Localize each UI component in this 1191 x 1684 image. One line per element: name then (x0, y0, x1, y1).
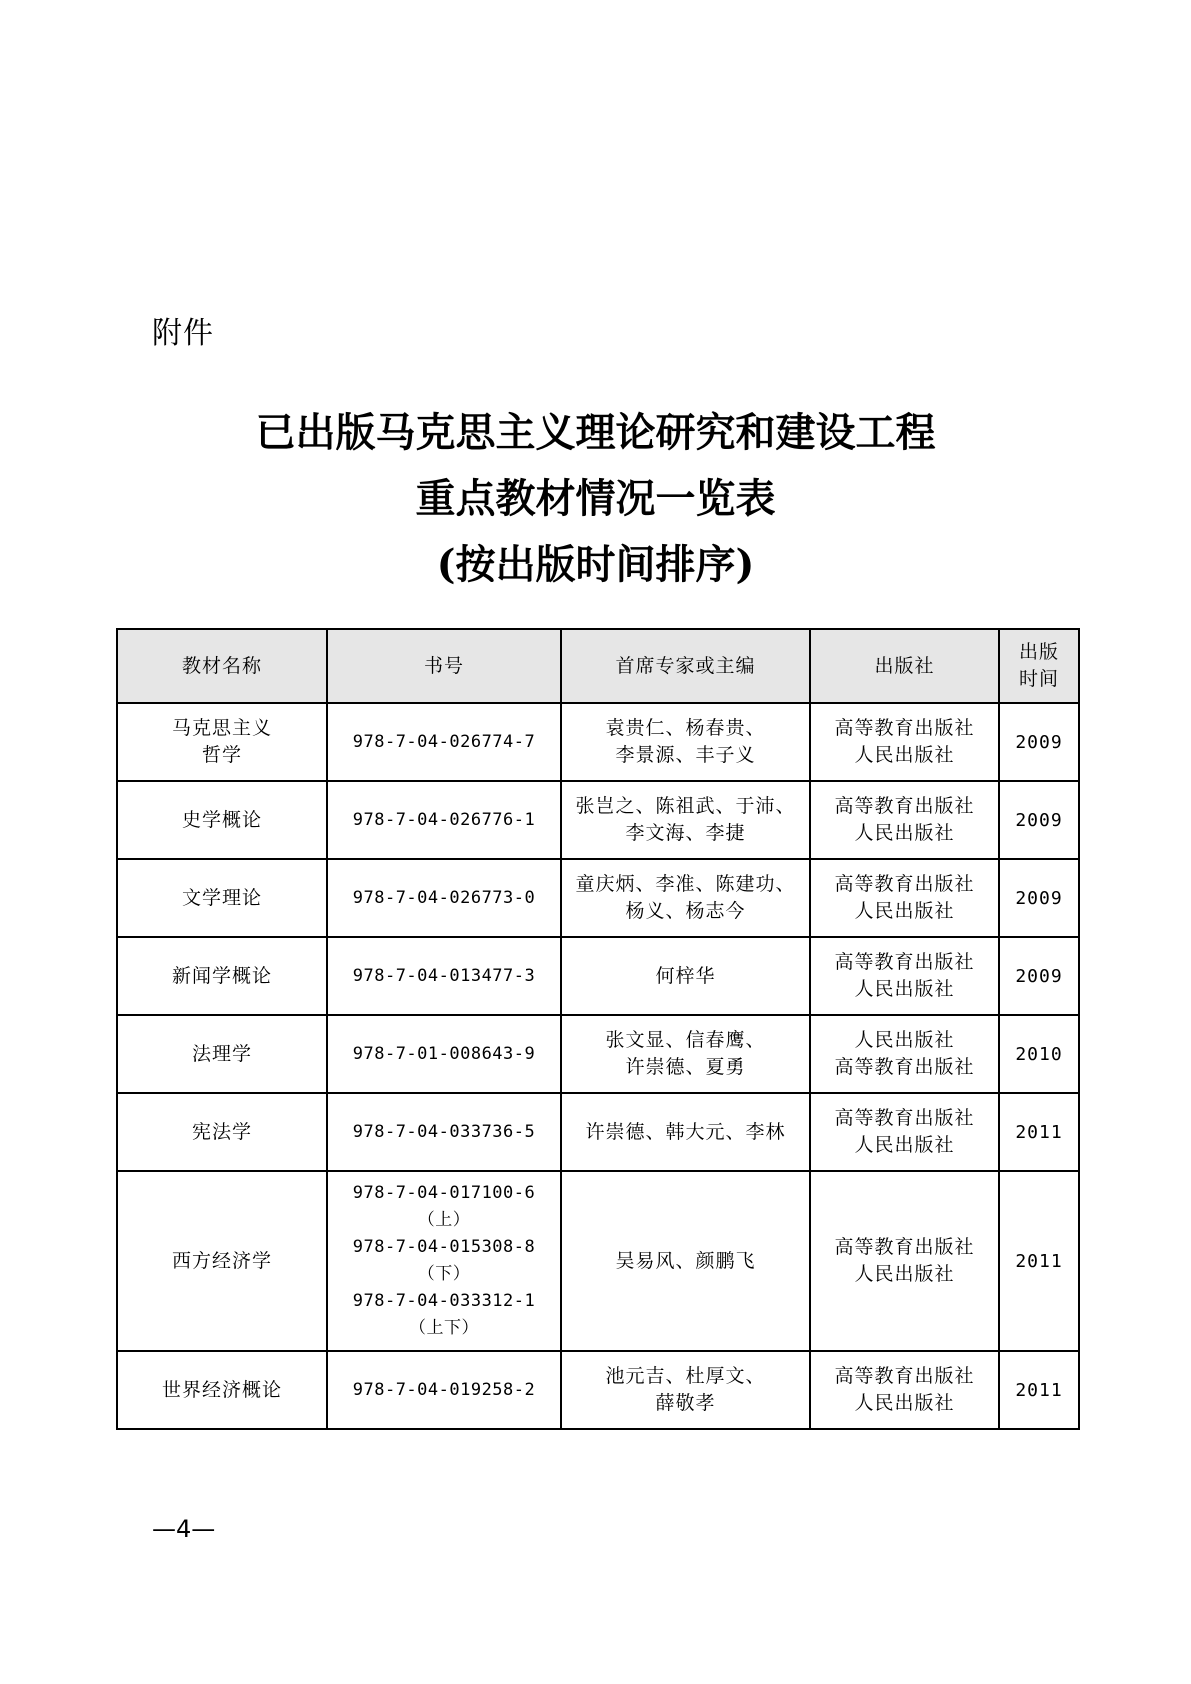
table-row (117, 1351, 1079, 1429)
cell-publisher-line: 高等教育出版社 (834, 717, 975, 739)
cell-isbn-line: （下） (417, 1264, 471, 1284)
cell-publisher (810, 937, 999, 1015)
title-line-2: 重点教材情况一览表 (415, 475, 776, 522)
cell-editors-line: 张文显、信春鹰、 (605, 1029, 766, 1051)
cell-publisher (810, 1171, 999, 1351)
cell-editors-line: 何梓华 (655, 964, 716, 987)
cell-isbn (327, 1171, 561, 1351)
cell-isbn-line: 978-7-04-033736-5 (352, 1121, 536, 1142)
cell-isbn-line: 978-7-04-033312-1 (352, 1291, 536, 1311)
cell-year: 2009 (999, 781, 1079, 859)
attachment-label: 附件 (152, 316, 214, 351)
cell-publisher (810, 859, 999, 937)
cell-name-line: 哲学 (201, 744, 242, 766)
cell-name-line: 宪法学 (191, 1120, 252, 1143)
page-number: —4— (152, 1515, 216, 1543)
cell-isbn-line: 978-7-04-019258-2 (352, 1379, 536, 1400)
cell-isbn-line: （上） (417, 1210, 471, 1230)
cell-editors-line: 李文海、李捷 (625, 822, 746, 844)
cell-publisher-line: 高等教育出版社 (834, 873, 975, 895)
cell-editors-line: 杨义、杨志今 (625, 900, 746, 922)
cell-name (117, 1351, 327, 1429)
table-body (117, 703, 1079, 1429)
cell-editors (561, 859, 810, 937)
textbook-table (116, 628, 1080, 1430)
cell-isbn-line: 978-7-04-026773-0 (352, 887, 536, 908)
cell-editors (561, 1093, 810, 1171)
table-row (117, 1171, 1079, 1351)
cell-editors (561, 937, 810, 1015)
cell-isbn-line: 978-7-04-013477-3 (352, 965, 536, 986)
cell-editors-line: 李景源、丰子义 (615, 744, 756, 766)
cell-publisher-line: 人民出版社 (854, 744, 955, 766)
cell-publisher-line: 高等教育出版社 (834, 1056, 975, 1078)
cell-isbn (327, 1093, 561, 1171)
cell-isbn-line: 978-7-04-026776-1 (352, 809, 536, 830)
cell-publisher (810, 1351, 999, 1429)
cell-name-line: 法理学 (191, 1042, 252, 1065)
cell-publisher (810, 781, 999, 859)
cell-editors-line: 许崇德、韩大元、李林 (585, 1120, 786, 1143)
cell-editors (561, 1171, 810, 1351)
cell-isbn-line: 978-7-01-008643-9 (352, 1043, 536, 1064)
cell-publisher-line: 高等教育出版社 (834, 795, 975, 817)
cell-year: 2011 (999, 1171, 1079, 1351)
cell-isbn (327, 859, 561, 937)
cell-isbn (327, 703, 561, 781)
cell-publisher (810, 1093, 999, 1171)
cell-year: 2011 (999, 1351, 1079, 1429)
cell-publisher-line: 人民出版社 (854, 1263, 955, 1285)
cell-editors (561, 781, 810, 859)
header-editors: 首席专家或主编 (561, 629, 810, 703)
cell-name (117, 1093, 327, 1171)
header-year (999, 629, 1079, 703)
cell-publisher-line: 高等教育出版社 (834, 951, 975, 973)
cell-name (117, 1171, 327, 1351)
cell-name (117, 1015, 327, 1093)
cell-publisher (810, 1015, 999, 1093)
cell-isbn-line: 978-7-04-017100-6 (352, 1183, 536, 1203)
cell-editors (561, 1351, 810, 1429)
cell-name-line: 马克思主义 (171, 717, 272, 739)
cell-name (117, 937, 327, 1015)
header-year-line1: 出版 (1018, 641, 1059, 663)
cell-editors-line: 童庆炳、李准、陈建功、 (575, 873, 796, 895)
table-row (117, 859, 1079, 937)
cell-editors-line: 许崇德、夏勇 (625, 1056, 746, 1078)
table-row (117, 1093, 1079, 1171)
header-year-line2: 时间 (1018, 668, 1059, 690)
cell-name-line: 史学概论 (181, 808, 262, 831)
cell-isbn-line: 978-7-04-015308-8 (352, 1237, 536, 1257)
table-row (117, 781, 1079, 859)
cell-editors-line: 薛敬孝 (655, 1392, 716, 1414)
cell-publisher-line: 高等教育出版社 (834, 1236, 975, 1258)
cell-publisher-line: 人民出版社 (854, 1134, 955, 1156)
cell-isbn-line: 978-7-04-026774-7 (352, 731, 536, 752)
cell-publisher-line: 高等教育出版社 (834, 1107, 975, 1129)
cell-name (117, 859, 327, 937)
cell-name-line: 新闻学概论 (171, 964, 272, 987)
cell-publisher-line: 人民出版社 (854, 900, 955, 922)
cell-name-line: 世界经济概论 (161, 1378, 282, 1401)
table-row (117, 703, 1079, 781)
cell-publisher (810, 703, 999, 781)
cell-name-line: 文学理论 (181, 886, 262, 909)
cell-year: 2009 (999, 859, 1079, 937)
cell-name-line: 西方经济学 (171, 1249, 272, 1272)
header-publisher: 出版社 (810, 629, 999, 703)
table-row (117, 937, 1079, 1015)
cell-year: 2009 (999, 937, 1079, 1015)
cell-publisher-line: 人民出版社 (854, 978, 955, 1000)
cell-year: 2011 (999, 1093, 1079, 1171)
cell-editors-line: 吴易风、颜鹏飞 (615, 1249, 756, 1272)
cell-editors-line: 张岂之、陈祖武、于沛、 (575, 795, 796, 817)
table-row (117, 1015, 1079, 1093)
header-name: 教材名称 (117, 629, 327, 703)
header-isbn: 书号 (327, 629, 561, 703)
table-header-row (117, 629, 1079, 703)
cell-publisher-line: 人民出版社 (854, 822, 955, 844)
cell-editors (561, 703, 810, 781)
cell-isbn-line: （上下） (409, 1318, 479, 1338)
title-line-3: (按出版时间排序) (436, 541, 755, 588)
title-line-1: 已出版马克思主义理论研究和建设工程 (255, 409, 936, 456)
cell-editors-line: 袁贵仁、杨春贵、 (605, 717, 766, 739)
cell-name (117, 781, 327, 859)
cell-publisher-line: 高等教育出版社 (834, 1365, 975, 1387)
cell-name (117, 703, 327, 781)
cell-editors-line: 池元吉、杜厚文、 (605, 1365, 766, 1387)
cell-year: 2010 (999, 1015, 1079, 1093)
cell-isbn (327, 781, 561, 859)
cell-year: 2009 (999, 703, 1079, 781)
cell-isbn (327, 1351, 561, 1429)
cell-isbn (327, 1015, 561, 1093)
cell-publisher-line: 人民出版社 (854, 1029, 955, 1051)
cell-publisher-line: 人民出版社 (854, 1392, 955, 1414)
document-title (0, 400, 1191, 598)
cell-isbn (327, 937, 561, 1015)
cell-editors (561, 1015, 810, 1093)
